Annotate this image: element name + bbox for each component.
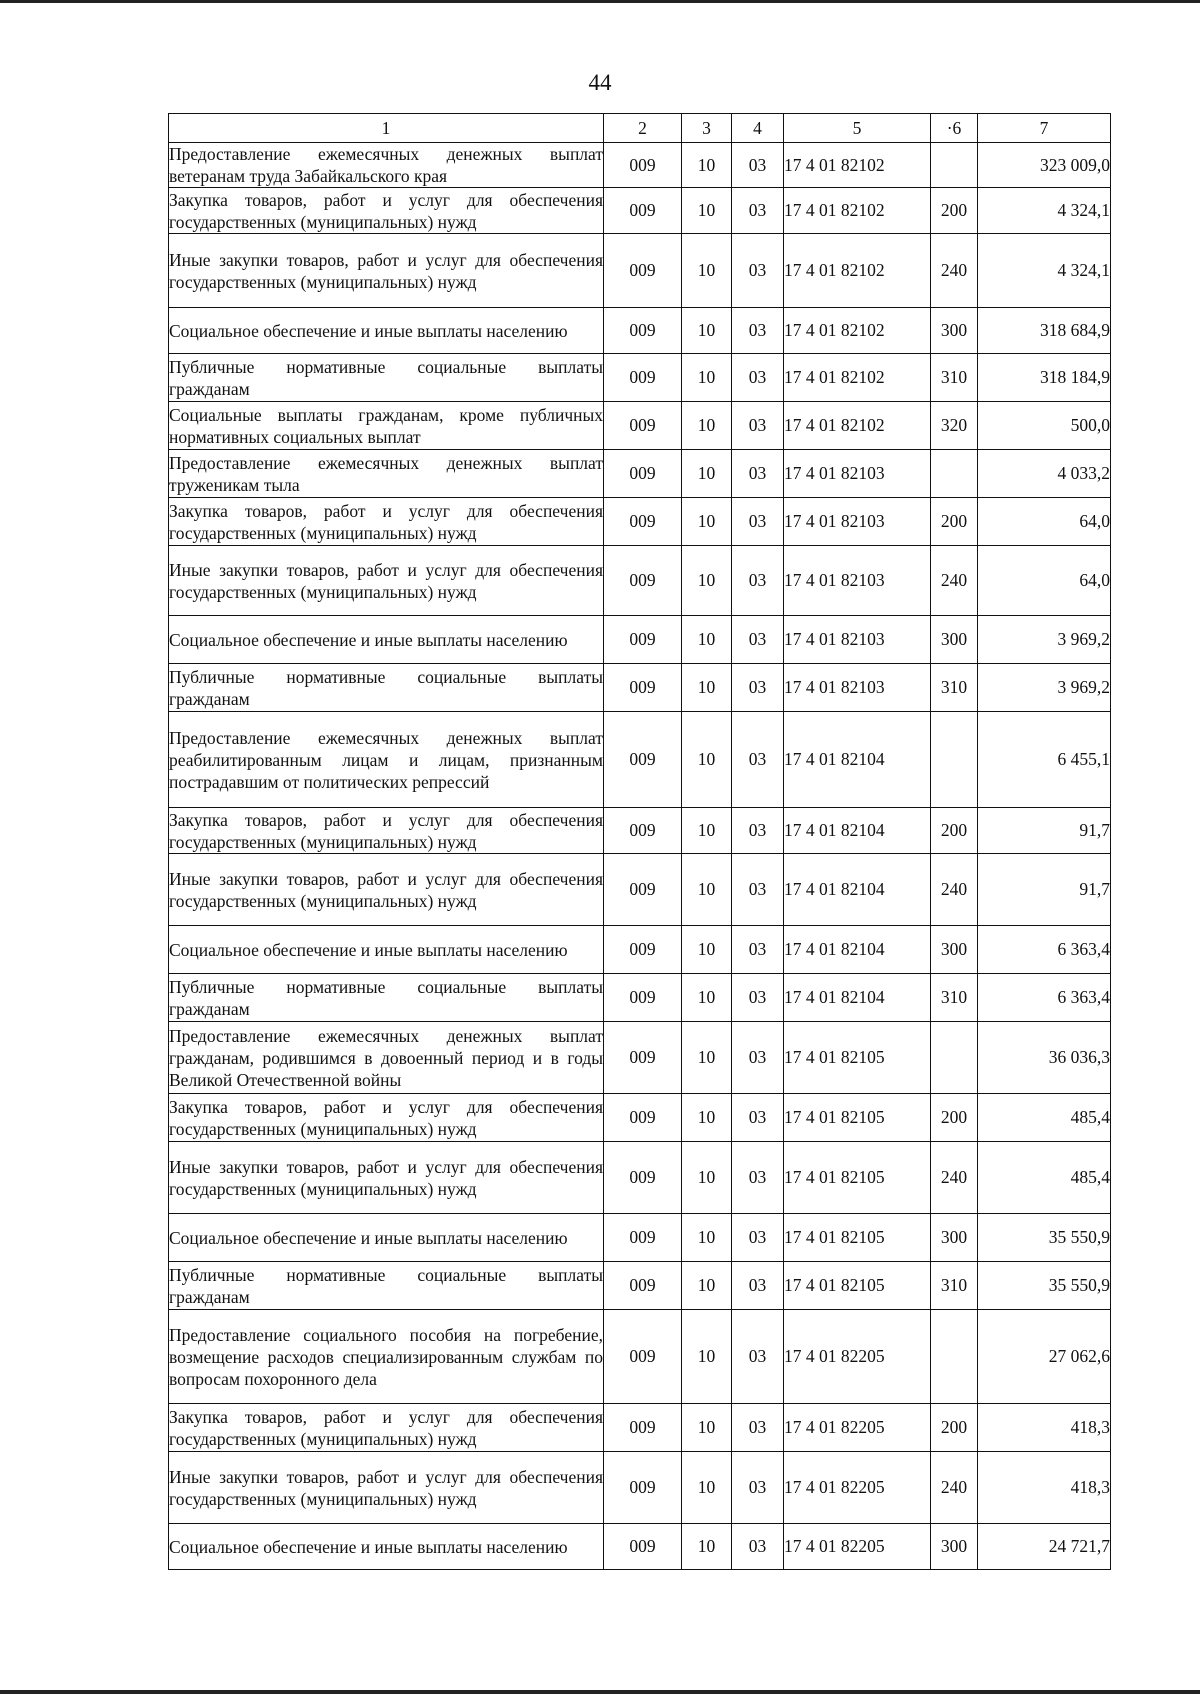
cell-subsection-code: 03 bbox=[732, 546, 784, 616]
cell-subsection-code: 03 bbox=[732, 234, 784, 308]
cell-item-name: Публичные нормативные социальные выплаты гражданам bbox=[169, 1262, 604, 1310]
cell-target-article-code: 17 4 01 82205 bbox=[784, 1452, 931, 1524]
cell-subsection-code: 03 bbox=[732, 308, 784, 354]
cell-target-article-code: 17 4 01 82104 bbox=[784, 712, 931, 808]
cell-section-code: 10 bbox=[682, 402, 732, 450]
cell-ministry-code: 009 bbox=[604, 926, 682, 974]
cell-item-name: Публичные нормативные социальные выплаты гражданам bbox=[169, 354, 604, 402]
cell-ministry-code: 009 bbox=[604, 450, 682, 498]
cell-item-name: Публичные нормативные социальные выплаты гражданам bbox=[169, 664, 604, 712]
cell-ministry-code: 009 bbox=[604, 1022, 682, 1094]
cell-expense-type-code bbox=[931, 1022, 978, 1094]
cell-ministry-code: 009 bbox=[604, 1310, 682, 1404]
cell-target-article-code: 17 4 01 82102 bbox=[784, 143, 931, 188]
cell-subsection-code: 03 bbox=[732, 974, 784, 1022]
cell-ministry-code: 009 bbox=[604, 1524, 682, 1570]
cell-item-name: Закупка товаров, работ и услуг для обеспечения государственных (муниципальных) нужд bbox=[169, 498, 604, 546]
cell-ministry-code: 009 bbox=[604, 1262, 682, 1310]
cell-target-article-code: 17 4 01 82105 bbox=[784, 1142, 931, 1214]
cell-expense-type-code bbox=[931, 712, 978, 808]
cell-ministry-code: 009 bbox=[604, 974, 682, 1022]
header-col-3: 3 bbox=[682, 114, 732, 143]
cell-amount: 4 324,1 bbox=[978, 188, 1111, 234]
cell-subsection-code: 03 bbox=[732, 808, 784, 854]
cell-expense-type-code: 310 bbox=[931, 664, 978, 712]
cell-expense-type-code: 300 bbox=[931, 1524, 978, 1570]
cell-section-code: 10 bbox=[682, 712, 732, 808]
cell-amount: 27 062,6 bbox=[978, 1310, 1111, 1404]
cell-item-name: Иные закупки товаров, работ и услуг для обеспечения государственных (муниципальных) нужд bbox=[169, 1142, 604, 1214]
cell-ministry-code: 009 bbox=[604, 234, 682, 308]
cell-target-article-code: 17 4 01 82104 bbox=[784, 974, 931, 1022]
cell-expense-type-code: 300 bbox=[931, 616, 978, 664]
cell-section-code: 10 bbox=[682, 1094, 732, 1142]
cell-target-article-code: 17 4 01 82104 bbox=[784, 808, 931, 854]
cell-ministry-code: 009 bbox=[604, 712, 682, 808]
table-row bbox=[169, 1452, 1111, 1524]
table-row bbox=[169, 546, 1111, 616]
cell-item-name: Социальное обеспечение и иные выплаты населению bbox=[169, 1214, 604, 1262]
cell-target-article-code: 17 4 01 82105 bbox=[784, 1214, 931, 1262]
cell-ministry-code: 009 bbox=[604, 188, 682, 234]
cell-item-name: Социальное обеспечение и иные выплаты населению bbox=[169, 616, 604, 664]
cell-amount: 24 721,7 bbox=[978, 1524, 1111, 1570]
cell-expense-type-code: 200 bbox=[931, 498, 978, 546]
header-col-1: 1 bbox=[169, 114, 604, 143]
cell-expense-type-code: 310 bbox=[931, 1262, 978, 1310]
header-col-2: 2 bbox=[604, 114, 682, 143]
cell-ministry-code: 009 bbox=[604, 1142, 682, 1214]
cell-expense-type-code: 240 bbox=[931, 1142, 978, 1214]
cell-ministry-code: 009 bbox=[604, 1214, 682, 1262]
cell-amount: 418,3 bbox=[978, 1404, 1111, 1452]
cell-ministry-code: 009 bbox=[604, 1404, 682, 1452]
cell-target-article-code: 17 4 01 82102 bbox=[784, 188, 931, 234]
cell-target-article-code: 17 4 01 82103 bbox=[784, 450, 931, 498]
table-row bbox=[169, 1214, 1111, 1262]
table-row bbox=[169, 926, 1111, 974]
cell-subsection-code: 03 bbox=[732, 1094, 784, 1142]
cell-ministry-code: 009 bbox=[604, 808, 682, 854]
cell-target-article-code: 17 4 01 82103 bbox=[784, 498, 931, 546]
cell-amount: 64,0 bbox=[978, 498, 1111, 546]
table-row bbox=[169, 1262, 1111, 1310]
cell-expense-type-code: 300 bbox=[931, 926, 978, 974]
cell-expense-type-code: 300 bbox=[931, 1214, 978, 1262]
cell-target-article-code: 17 4 01 82103 bbox=[784, 546, 931, 616]
cell-section-code: 10 bbox=[682, 234, 732, 308]
cell-section-code: 10 bbox=[682, 1310, 732, 1404]
cell-amount: 36 036,3 bbox=[978, 1022, 1111, 1094]
header-col-4: 4 bbox=[732, 114, 784, 143]
table-row bbox=[169, 188, 1111, 234]
cell-item-name: Закупка товаров, работ и услуг для обеспечения государственных (муниципальных) нужд bbox=[169, 1404, 604, 1452]
cell-amount: 91,7 bbox=[978, 808, 1111, 854]
table-row bbox=[169, 1094, 1111, 1142]
cell-amount: 91,7 bbox=[978, 854, 1111, 926]
cell-amount: 500,0 bbox=[978, 402, 1111, 450]
page-number: 44 bbox=[588, 70, 612, 95]
cell-item-name: Предоставление ежемесячных денежных выплат гражданам, родившимся в довоенный период и в годы Великой Отечественной войны bbox=[169, 1022, 604, 1094]
cell-item-name: Иные закупки товаров, работ и услуг для обеспечения государственных (муниципальных) нужд bbox=[169, 234, 604, 308]
cell-section-code: 10 bbox=[682, 1262, 732, 1310]
cell-ministry-code: 009 bbox=[604, 308, 682, 354]
header-col-5: 5 bbox=[784, 114, 931, 143]
cell-subsection-code: 03 bbox=[732, 926, 784, 974]
cell-subsection-code: 03 bbox=[732, 143, 784, 188]
cell-expense-type-code: 240 bbox=[931, 234, 978, 308]
cell-section-code: 10 bbox=[682, 1214, 732, 1262]
cell-target-article-code: 17 4 01 82205 bbox=[784, 1310, 931, 1404]
cell-expense-type-code: 240 bbox=[931, 854, 978, 926]
table-header bbox=[169, 114, 1111, 143]
cell-ministry-code: 009 bbox=[604, 546, 682, 616]
cell-subsection-code: 03 bbox=[732, 1214, 784, 1262]
table-row bbox=[169, 974, 1111, 1022]
cell-section-code: 10 bbox=[682, 308, 732, 354]
cell-ministry-code: 009 bbox=[604, 616, 682, 664]
cell-ministry-code: 009 bbox=[604, 143, 682, 188]
cell-amount: 418,3 bbox=[978, 1452, 1111, 1524]
cell-section-code: 10 bbox=[682, 354, 732, 402]
cell-item-name: Публичные нормативные социальные выплаты гражданам bbox=[169, 974, 604, 1022]
cell-amount: 3 969,2 bbox=[978, 616, 1111, 664]
cell-amount: 323 009,0 bbox=[978, 143, 1111, 188]
cell-section-code: 10 bbox=[682, 1404, 732, 1452]
cell-item-name: Иные закупки товаров, работ и услуг для обеспечения государственных (муниципальных) нужд bbox=[169, 1452, 604, 1524]
table-row bbox=[169, 664, 1111, 712]
cell-target-article-code: 17 4 01 82102 bbox=[784, 402, 931, 450]
cell-subsection-code: 03 bbox=[732, 1524, 784, 1570]
cell-amount: 35 550,9 bbox=[978, 1262, 1111, 1310]
cell-item-name: Социальное обеспечение и иные выплаты населению bbox=[169, 1524, 604, 1570]
cell-section-code: 10 bbox=[682, 926, 732, 974]
cell-item-name: Социальное обеспечение и иные выплаты населению bbox=[169, 926, 604, 974]
table-row bbox=[169, 808, 1111, 854]
cell-target-article-code: 17 4 01 82205 bbox=[784, 1404, 931, 1452]
cell-subsection-code: 03 bbox=[732, 450, 784, 498]
cell-section-code: 10 bbox=[682, 450, 732, 498]
cell-subsection-code: 03 bbox=[732, 1142, 784, 1214]
cell-target-article-code: 17 4 01 82103 bbox=[784, 616, 931, 664]
cell-expense-type-code: 300 bbox=[931, 308, 978, 354]
table-row bbox=[169, 1022, 1111, 1094]
budget-table bbox=[168, 113, 1111, 1570]
table-row bbox=[169, 1524, 1111, 1570]
cell-item-name: Социальное обеспечение и иные выплаты населению bbox=[169, 308, 604, 354]
cell-item-name: Предоставление ежемесячных денежных выплат реабилитированным лицам и лицам, признанным пострадавшим от политических репрессий bbox=[169, 712, 604, 808]
cell-ministry-code: 009 bbox=[604, 854, 682, 926]
cell-item-name: Закупка товаров, работ и услуг для обеспечения государственных (муниципальных) нужд bbox=[169, 809, 603, 852]
cell-amount: 485,4 bbox=[978, 1094, 1111, 1142]
table-row bbox=[169, 354, 1111, 402]
cell-item-name: Иные закупки товаров, работ и услуг для обеспечения государственных (муниципальных) нужд bbox=[169, 546, 604, 616]
cell-amount: 4 033,2 bbox=[978, 450, 1111, 498]
cell-expense-type-code bbox=[931, 450, 978, 498]
cell-target-article-code: 17 4 01 82102 bbox=[784, 308, 931, 354]
cell-item-name: Закупка товаров, работ и услуг для обеспечения государственных (муниципальных) нужд bbox=[169, 1094, 604, 1142]
table-row bbox=[169, 616, 1111, 664]
cell-expense-type-code bbox=[931, 143, 978, 188]
cell-section-code: 10 bbox=[682, 808, 732, 854]
cell-section-code: 10 bbox=[682, 1524, 732, 1570]
table-body bbox=[169, 143, 1111, 1570]
cell-subsection-code: 03 bbox=[732, 1310, 784, 1404]
cell-target-article-code: 17 4 01 82105 bbox=[784, 1094, 931, 1142]
cell-amount: 318 684,9 bbox=[978, 308, 1111, 354]
cell-item-name: Предоставление ежемесячных денежных выплат труженикам тыла bbox=[169, 450, 604, 498]
cell-section-code: 10 bbox=[682, 974, 732, 1022]
cell-subsection-code: 03 bbox=[732, 498, 784, 546]
scan-top-edge bbox=[0, 0, 1200, 3]
cell-section-code: 10 bbox=[682, 854, 732, 926]
cell-target-article-code: 17 4 01 82105 bbox=[784, 1022, 931, 1094]
scan-bottom-edge bbox=[0, 1690, 1200, 1694]
cell-subsection-code: 03 bbox=[732, 712, 784, 808]
cell-section-code: 10 bbox=[682, 1022, 732, 1094]
table-row bbox=[169, 1142, 1111, 1214]
cell-subsection-code: 03 bbox=[732, 1022, 784, 1094]
cell-section-code: 10 bbox=[682, 143, 732, 188]
table-row bbox=[169, 143, 1111, 188]
cell-amount: 6 363,4 bbox=[978, 974, 1111, 1022]
cell-item-name: Иные закупки товаров, работ и услуг для обеспечения государственных (муниципальных) нужд bbox=[169, 854, 604, 926]
cell-target-article-code: 17 4 01 82103 bbox=[784, 664, 931, 712]
table-row bbox=[169, 1404, 1111, 1452]
cell-expense-type-code: 200 bbox=[931, 808, 978, 854]
cell-target-article-code: 17 4 01 82102 bbox=[784, 234, 931, 308]
cell-section-code: 10 bbox=[682, 616, 732, 664]
cell-subsection-code: 03 bbox=[732, 354, 784, 402]
cell-target-article-code: 17 4 01 82105 bbox=[784, 1262, 931, 1310]
cell-item-name: Социальные выплаты гражданам, кроме публичных нормативных социальных выплат bbox=[169, 402, 604, 450]
cell-subsection-code: 03 bbox=[732, 1452, 784, 1524]
cell-subsection-code: 03 bbox=[732, 188, 784, 234]
cell-target-article-code: 17 4 01 82104 bbox=[784, 854, 931, 926]
cell-item-name: Закупка товаров, работ и услуг для обеспечения государственных (муниципальных) нужд bbox=[169, 189, 603, 232]
cell-section-code: 10 bbox=[682, 1142, 732, 1214]
cell-amount: 4 324,1 bbox=[978, 234, 1111, 308]
cell-target-article-code: 17 4 01 82104 bbox=[784, 926, 931, 974]
cell-amount: 6 363,4 bbox=[978, 926, 1111, 974]
cell-subsection-code: 03 bbox=[732, 854, 784, 926]
table-row bbox=[169, 498, 1111, 546]
table-row bbox=[169, 450, 1111, 498]
cell-section-code: 10 bbox=[682, 664, 732, 712]
cell-expense-type-code: 200 bbox=[931, 188, 978, 234]
cell-section-code: 10 bbox=[682, 498, 732, 546]
cell-subsection-code: 03 bbox=[732, 402, 784, 450]
cell-subsection-code: 03 bbox=[732, 664, 784, 712]
cell-expense-type-code: 240 bbox=[931, 546, 978, 616]
cell-ministry-code: 009 bbox=[604, 498, 682, 546]
header-col-6: ·6 bbox=[931, 114, 978, 143]
cell-amount: 3 969,2 bbox=[978, 664, 1111, 712]
cell-section-code: 10 bbox=[682, 546, 732, 616]
cell-target-article-code: 17 4 01 82205 bbox=[784, 1524, 931, 1570]
cell-ministry-code: 009 bbox=[604, 1452, 682, 1524]
cell-expense-type-code: 310 bbox=[931, 354, 978, 402]
table-row bbox=[169, 854, 1111, 926]
cell-amount: 35 550,9 bbox=[978, 1214, 1111, 1262]
cell-ministry-code: 009 bbox=[604, 354, 682, 402]
cell-item-name: Предоставление социального пособия на погребение, возмещение расходов специализированным службам по вопросам похоронного дела bbox=[169, 1310, 604, 1404]
cell-expense-type-code: 200 bbox=[931, 1404, 978, 1452]
cell-section-code: 10 bbox=[682, 1452, 732, 1524]
cell-expense-type-code: 200 bbox=[931, 1094, 978, 1142]
cell-amount: 318 184,9 bbox=[978, 354, 1111, 402]
table-row bbox=[169, 308, 1111, 354]
cell-item-name: Предоставление ежемесячных денежных выплат ветеранам труда Забайкальского края bbox=[169, 144, 603, 186]
cell-section-code: 10 bbox=[682, 188, 732, 234]
cell-expense-type-code: 310 bbox=[931, 974, 978, 1022]
cell-subsection-code: 03 bbox=[732, 1262, 784, 1310]
header-row bbox=[169, 114, 1111, 143]
table-row bbox=[169, 712, 1111, 808]
cell-amount: 485,4 bbox=[978, 1142, 1111, 1214]
table-row bbox=[169, 234, 1111, 308]
cell-expense-type-code: 320 bbox=[931, 402, 978, 450]
cell-subsection-code: 03 bbox=[732, 616, 784, 664]
cell-expense-type-code bbox=[931, 1310, 978, 1404]
header-col-7: 7 bbox=[978, 114, 1111, 143]
cell-ministry-code: 009 bbox=[604, 402, 682, 450]
table-row bbox=[169, 1310, 1111, 1404]
table-row bbox=[169, 402, 1111, 450]
cell-amount: 64,0 bbox=[978, 546, 1111, 616]
cell-ministry-code: 009 bbox=[604, 1094, 682, 1142]
cell-expense-type-code: 240 bbox=[931, 1452, 978, 1524]
cell-target-article-code: 17 4 01 82102 bbox=[784, 354, 931, 402]
cell-ministry-code: 009 bbox=[604, 664, 682, 712]
cell-amount: 6 455,1 bbox=[978, 712, 1111, 808]
cell-subsection-code: 03 bbox=[732, 1404, 784, 1452]
